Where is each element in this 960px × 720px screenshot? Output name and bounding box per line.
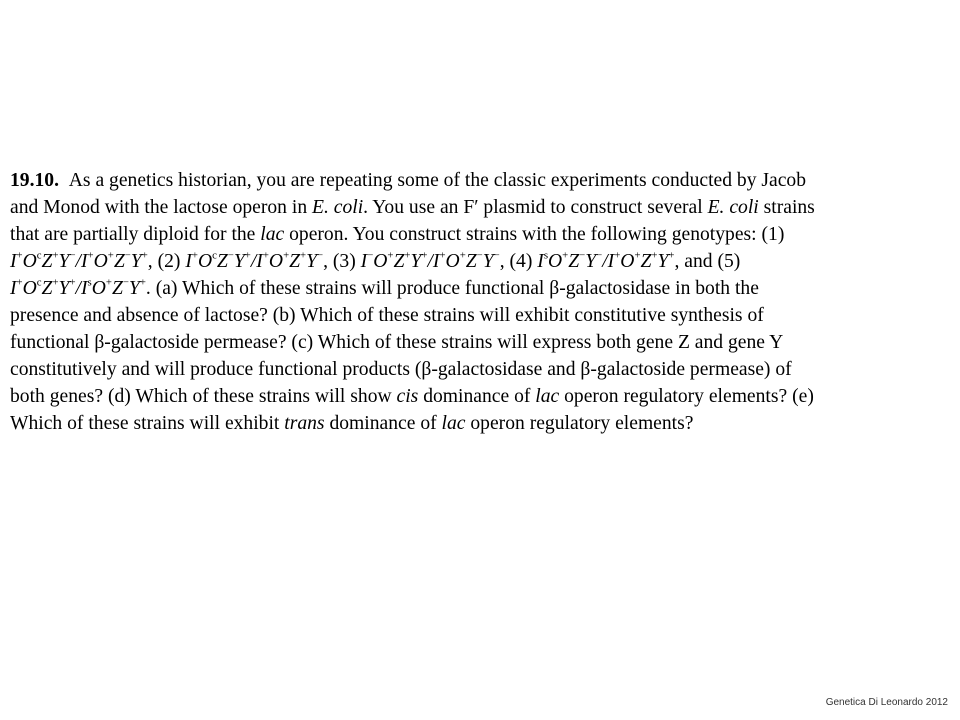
line9-cis: cis xyxy=(396,386,419,407)
genotype-3: I−O+Z+Y+/I+O+Z−Y− xyxy=(360,249,500,272)
problem-line-4 xyxy=(10,248,950,275)
line1-text: As a genetics historian, you are repeating some of the classic experiments conducted by Jacob xyxy=(68,170,807,191)
sep-2: , (2) xyxy=(147,251,186,272)
line2-c: strains xyxy=(758,197,815,218)
line3-lac: lac xyxy=(260,224,285,245)
line2-ecoli-2: E. coli xyxy=(707,197,759,218)
genotype-5: $I^+O^cZ^+Y^+/I^sO^+Z^-Y^+$ xyxy=(10,276,146,299)
line10-lac: lac xyxy=(441,413,466,434)
line2-ecoli: E. coli xyxy=(312,197,364,218)
genotype-2: $I^+O^cZ^-Y^+/I^+O^+Z^+Y^-$ xyxy=(185,249,324,272)
problem-text xyxy=(10,167,950,437)
sep-5: , and (5) xyxy=(674,251,741,272)
genotype-4: $I^sO^+Z^-Y^-/I^+O^+Z^+Y^+$ xyxy=(537,249,675,272)
problem-line-3 xyxy=(10,221,950,248)
line8-text: constitutively and will produce functional products (β-galactosidase and β-galactoside permease) of xyxy=(10,359,792,380)
problem-line-6 xyxy=(10,302,950,329)
line2-a: and Monod with the lactose operon in xyxy=(10,197,313,218)
line9-lac: lac xyxy=(535,386,560,407)
problem-line-10 xyxy=(10,410,950,437)
genotype-1: $I^+O^cZ^+Y^-/I^+O^+Z^-Y^+$ xyxy=(10,249,148,272)
problem-number: 19.10. xyxy=(10,170,59,191)
footer-credit: Genetica Di Leonardo 2012 xyxy=(825,697,948,708)
line9-c: operon regulatory elements? (e) xyxy=(559,386,814,407)
problem-line-1 xyxy=(10,167,950,194)
line10-c: operon regulatory elements? xyxy=(465,413,694,434)
line7-text: functional β-galactoside permease? (c) Which of these strains will express both gene Z and gene Y xyxy=(10,332,784,353)
line9-b: dominance of xyxy=(418,386,536,407)
line10-trans: trans xyxy=(284,413,325,434)
line9-a: both genes? (d) Which of these strains will show xyxy=(10,386,397,407)
sep-3: , (3) xyxy=(323,251,361,272)
line10-a: Which of these strains will exhibit xyxy=(10,413,285,434)
problem-line-2 xyxy=(10,194,950,221)
problem-line-5 xyxy=(10,275,950,302)
line3-a: that are partially diploid for the xyxy=(10,224,261,245)
line2-b: . You use an F′ plasmid to construct several xyxy=(363,197,708,218)
problem-line-7 xyxy=(10,329,950,356)
sep-4: , (4) xyxy=(499,251,538,272)
line10-b: dominance of xyxy=(324,413,442,434)
problem-line-9 xyxy=(10,383,950,410)
problem-line-8 xyxy=(10,356,950,383)
line6-text: presence and absence of lactose? (b) Which of these strains will exhibit constitutive synthesis of xyxy=(10,305,764,326)
line3-b: operon. You construct strains with the following genotypes: (1) xyxy=(284,224,785,245)
line5-text: . (a) Which of these strains will produce functional β-galactosidase in both the xyxy=(145,278,759,299)
